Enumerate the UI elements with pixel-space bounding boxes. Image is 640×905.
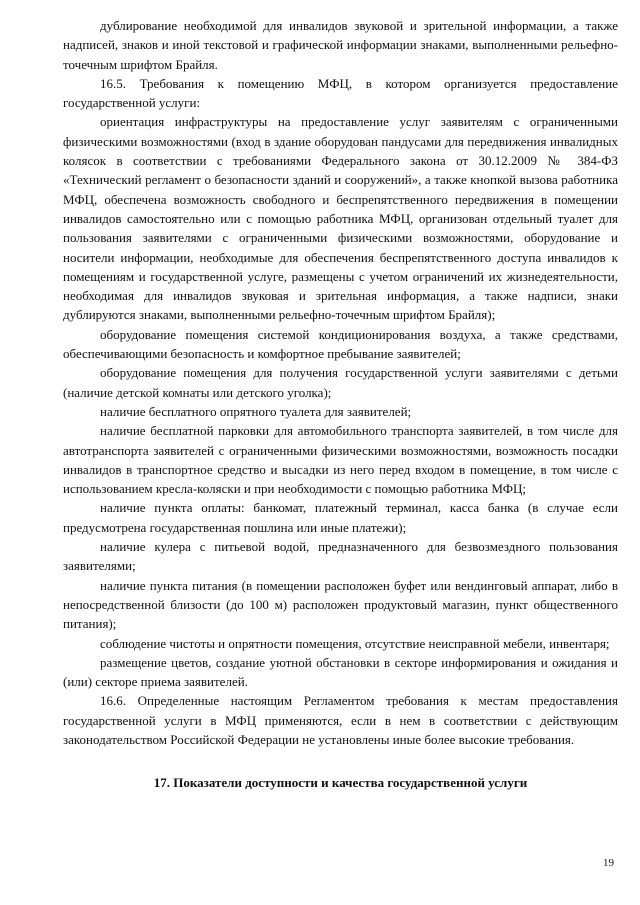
paragraph: наличие бесплатной парковки для автомобильного транспорта заявителей, в том числе для автотранспорта заявителей с ограниченными физическими возможностями, возможность посадки инвалидов в транспортное средство и высадки из него перед входом в помещение, в том числе с использованием кресла-коляски и при необходимости с помощью работника МФЦ; (63, 423, 618, 497)
paragraph: 16.6. Определенные настоящим Регламентом требования к местам предоставления государственной услуги в МФЦ применяются, если в нем в соответствии с действующим законодательством Российской Федерации не установлены иные более высокие требования. (63, 693, 618, 747)
page-number: 19 (603, 857, 614, 869)
paragraph: наличие пункта питания (в помещении расположен буфет или вендинговый аппарат, либо в непосредственной близости (до 100 м) расположен продуктовый магазин, пункт общественного питания); (63, 577, 618, 632)
section-heading: 17. Показатели доступности и качества государственной услуги (153, 775, 528, 791)
paragraph: оборудование помещения системой кондиционирования воздуха, а также средствами, обеспечивающими безопасность и комфортное пребывание заявителей; (63, 326, 618, 362)
paragraph: наличие пункта оплаты: банкомат, платежный терминал, касса банка (в случае если предусмотрена государственная пошлина или иные платежи); (63, 500, 618, 535)
paragraph: оборудование помещения для получения государственной услуги заявителями с детьми (наличие детской комнаты или детского уголка); (63, 365, 618, 400)
paragraph: ориентация инфраструктуры на предоставление услуг заявителям с ограниченными физическими возможностями (вход в здание оборудован пандусами для передвижения инвалидных колясок в соответствии с требованиями Федерального закона от 30.12.2009 № 384-ФЗ «Технический регламент о безопасности зданий и сооружений», а также кнопкой вызова работника МФЦ, обеспечена возможность свободного и беспрепятственного передвижения в помещении инвалидов самостоятельно или с помощью работника МФЦ, организован отдельный туалет для пользования заявителями с ограниченными физическими возможностями, оборудование и носители информации, необходимые для обеспечения беспрепятственного доступа инвалидов к помещениям и государственной услуге, размещены с учетом ограничений их жизнедеятельности, необходимая для инвалидов звуковая и зрительная информация, а также надписи, знаки дублируются знаками, выполненными рельефно-точечным шрифтом Брайля); (63, 114, 618, 323)
paragraph: наличие кулера с питьевой водой, предназначенного для безвозмездного пользования заявителями; (63, 539, 618, 574)
paragraph: размещение цветов, создание уютной обстановки в секторе информирования и ожидания и (или) секторе приема заявителей. (63, 654, 618, 690)
paragraph: 16.5. Требования к помещению МФЦ, в котором организуется предоставление государственной услуги: (63, 75, 618, 111)
paragraph: наличие бесплатного опрятного туалета для заявителей; (100, 403, 412, 419)
paragraph: дублирование необходимой для инвалидов звуковой и зрительной информации, а также надписей, знаков и иной текстовой и графической информации знаками, выполненными рельефно-точечным шрифтом Брайля. (63, 18, 618, 72)
body-text (63, 16, 618, 749)
paragraph: соблюдение чистоты и опрятности помещения, отсутствие неисправной мебели, инвентаря; (100, 635, 610, 651)
